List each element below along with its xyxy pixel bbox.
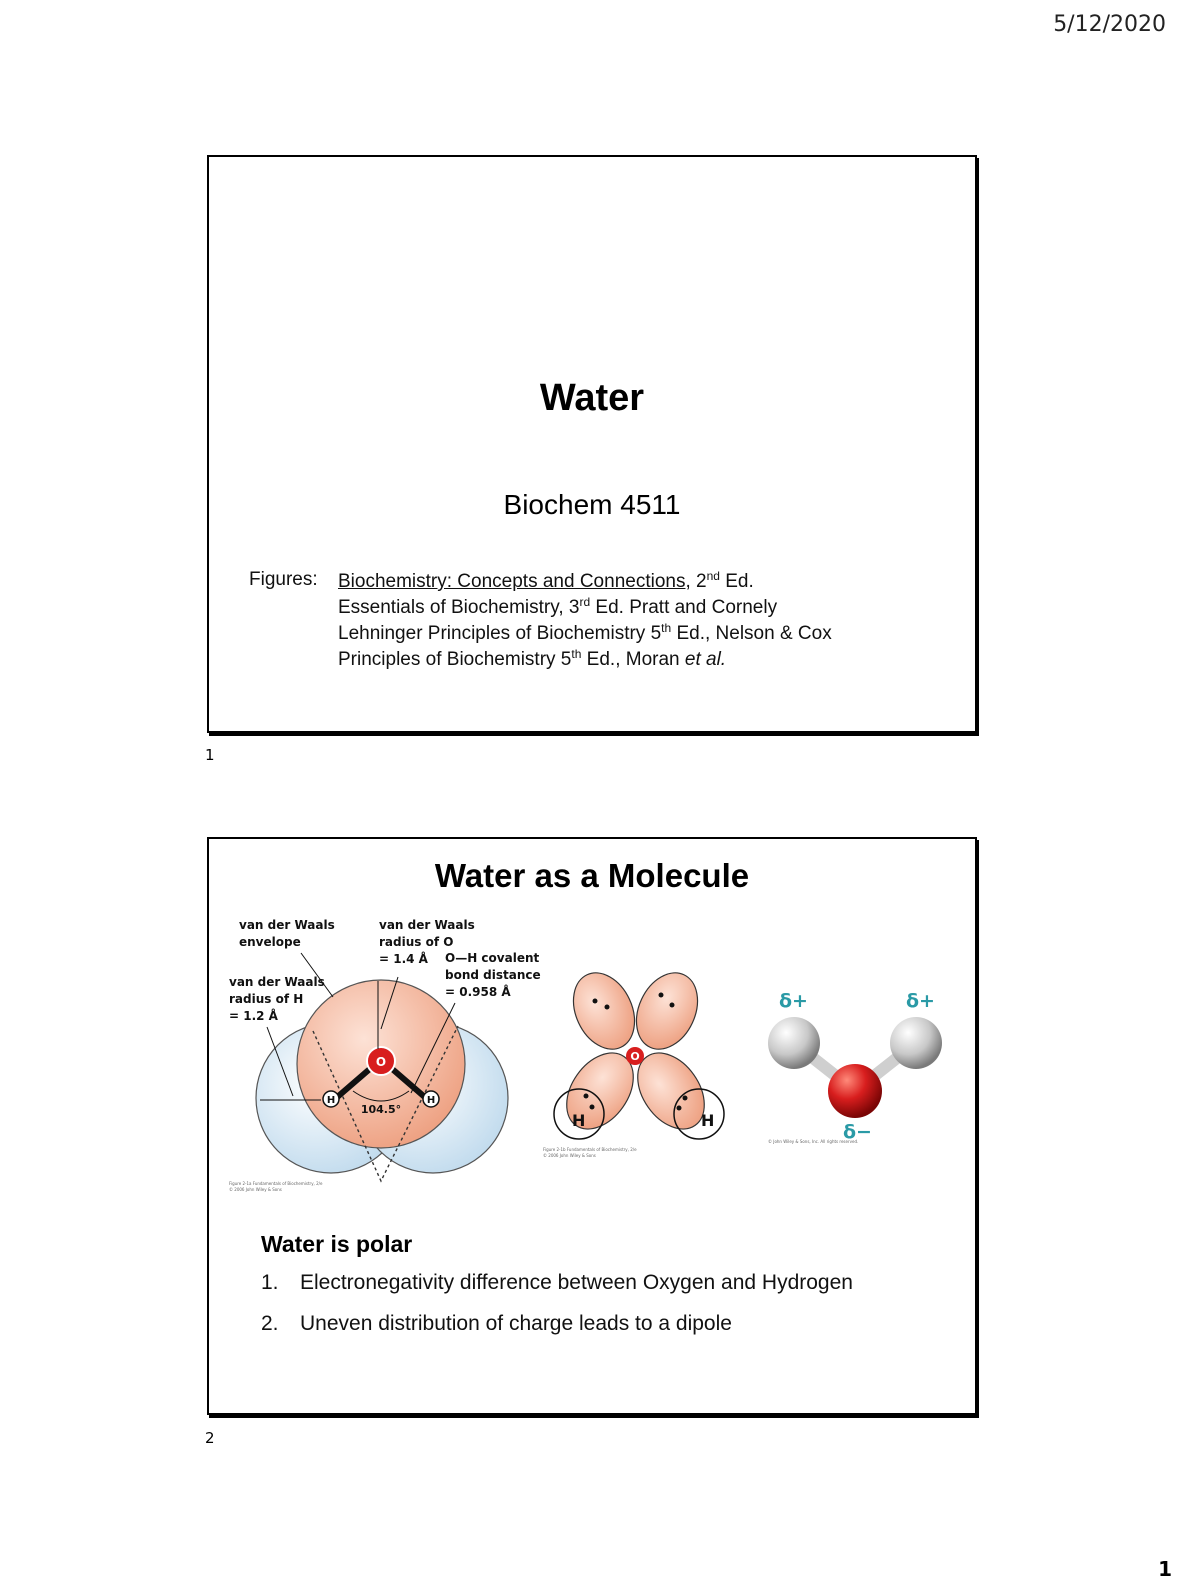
slide-1 bbox=[207, 155, 977, 733]
print-date: 5/12/2020 bbox=[1053, 12, 1166, 37]
oxygen-atom bbox=[828, 1064, 882, 1118]
orbital-diagram bbox=[543, 963, 724, 1158]
slide-subtitle: Biochem 4511 bbox=[503, 489, 681, 520]
svg-text:O: O bbox=[630, 1050, 640, 1063]
slide-title: Water bbox=[539, 377, 645, 419]
lone-pair-lobe bbox=[562, 963, 647, 1059]
svg-text:= 1.2 Å: = 1.2 Å bbox=[229, 1009, 278, 1023]
hydrogen-atom bbox=[768, 1017, 820, 1069]
svg-text:© 2006 John Wiley & Sons: © 2006 John Wiley & Sons bbox=[229, 1187, 282, 1192]
reference-item: Essentials of Biochemistry, 3rd Ed. Pratt and Cornely bbox=[338, 595, 778, 618]
reference-item: Principles of Biochemistry 5th Ed., Moran et al. bbox=[338, 647, 727, 670]
section-heading: Water is polar bbox=[261, 1231, 413, 1257]
svg-text:= 1.4 Å: = 1.4 Å bbox=[379, 952, 428, 966]
svg-text:radius of H: radius of H bbox=[229, 992, 304, 1006]
figures-label: Figures: bbox=[249, 569, 318, 590]
svg-text:H: H bbox=[426, 1095, 436, 1106]
svg-text:= 0.958 Å: = 0.958 Å bbox=[445, 985, 511, 999]
lone-pair-lobe bbox=[625, 963, 710, 1059]
point-list bbox=[261, 1271, 853, 1353]
list-item: 1. Electronegativity difference between Oxygen and Hydrogen bbox=[261, 1271, 853, 1294]
svg-text:δ−: δ− bbox=[843, 1121, 872, 1143]
svg-text:O: O bbox=[375, 1055, 387, 1069]
svg-text:Figure 2-1a Fundamentals of Bi: Figure 2-1a Fundamentals of Biochemistry, 2/e bbox=[229, 1181, 323, 1186]
slide-number: 2 bbox=[205, 1429, 215, 1447]
list-item: 2. Uneven distribution of charge leads to a dipole bbox=[261, 1312, 732, 1335]
svg-text:bond distance: bond distance bbox=[445, 968, 541, 982]
dipole-diagram bbox=[768, 990, 942, 1144]
svg-text:envelope: envelope bbox=[239, 935, 301, 949]
water-molecule-figure bbox=[223, 911, 963, 1201]
svg-text:van der Waals: van der Waals bbox=[239, 918, 335, 932]
vdw-envelope-diagram bbox=[229, 918, 541, 1192]
svg-text:δ+: δ+ bbox=[779, 990, 808, 1012]
svg-text:Figure 2-1b Fundamentals of Bi: Figure 2-1b Fundamentals of Biochemistry, 2/e bbox=[543, 1147, 637, 1152]
svg-text:O—H covalent: O—H covalent bbox=[445, 951, 540, 965]
svg-text:104.5°: 104.5° bbox=[360, 1103, 402, 1116]
svg-text:radius of O: radius of O bbox=[379, 935, 454, 949]
page-number: 1 bbox=[1158, 1557, 1172, 1581]
svg-text:© 2006 John Wiley & Sons: © 2006 John Wiley & Sons bbox=[543, 1153, 596, 1158]
slide-2 bbox=[207, 837, 977, 1415]
hydrogen-atom bbox=[890, 1017, 942, 1069]
svg-text:© John Wiley & Sons, Inc. All: © John Wiley & Sons, Inc. All rights reserved. bbox=[768, 1139, 859, 1144]
svg-text:δ+: δ+ bbox=[906, 990, 935, 1012]
reference-item: Lehninger Principles of Biochemistry 5th Ed., Nelson & Cox bbox=[338, 621, 832, 644]
reference-list bbox=[338, 569, 832, 673]
svg-text:H: H bbox=[572, 1111, 586, 1130]
slide-number: 1 bbox=[205, 746, 215, 764]
svg-text:H: H bbox=[326, 1095, 336, 1106]
svg-text:H: H bbox=[701, 1111, 715, 1130]
slide-title: Water as a Molecule bbox=[434, 857, 750, 894]
reference-item: Biochemistry: Concepts and Connections, 2nd Ed. bbox=[338, 569, 754, 592]
svg-text:van der Waals: van der Waals bbox=[229, 975, 325, 989]
svg-text:van der Waals: van der Waals bbox=[379, 918, 475, 932]
